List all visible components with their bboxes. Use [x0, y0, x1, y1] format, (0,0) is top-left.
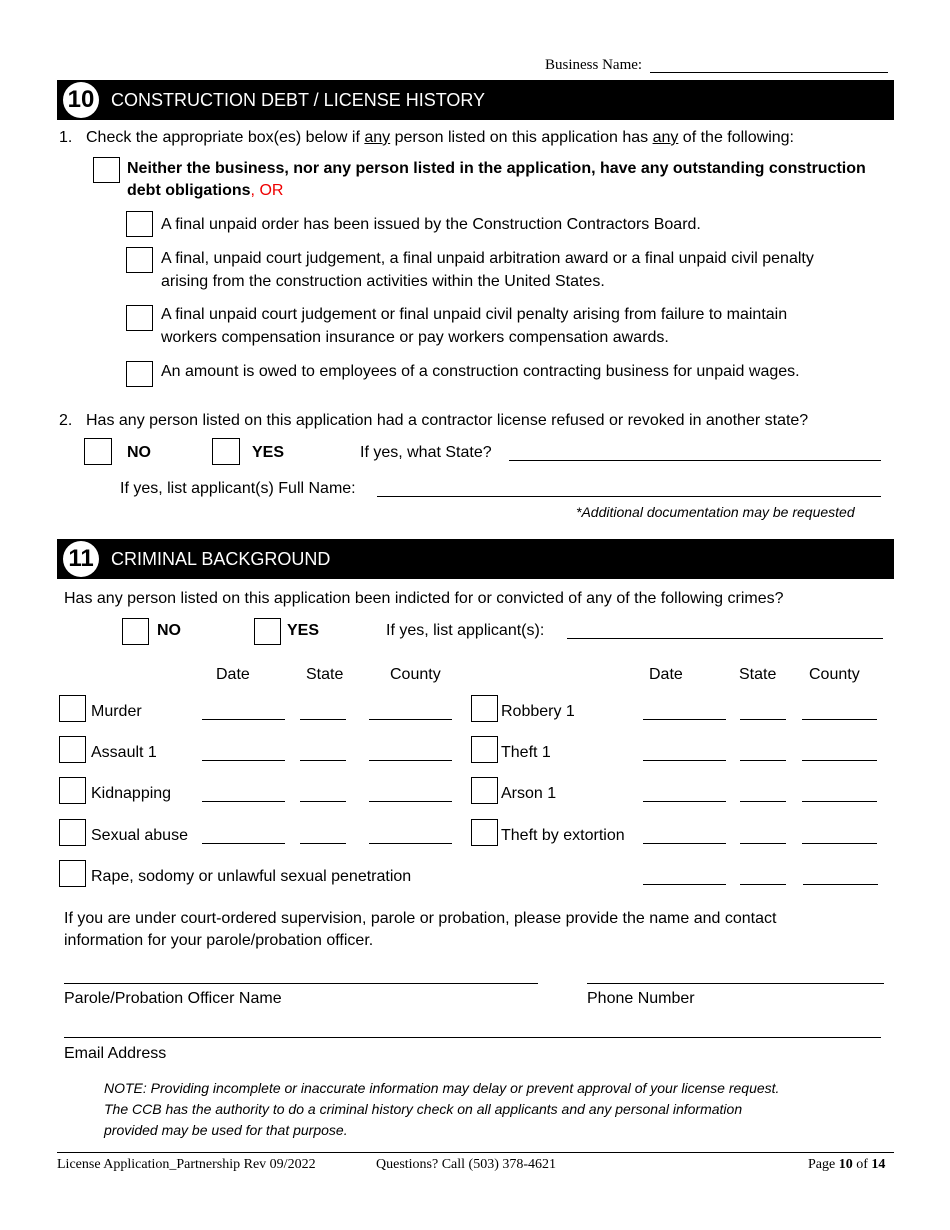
col-county-left: County [390, 666, 441, 683]
crimes-no-checkbox[interactable] [122, 618, 149, 645]
license-yes-checkbox[interactable] [212, 438, 240, 465]
officer-name-field[interactable] [64, 983, 538, 984]
col-state-right: State [739, 666, 777, 683]
date-field[interactable] [643, 760, 726, 761]
state-field[interactable] [740, 843, 786, 844]
email-label: Email Address [64, 1045, 167, 1062]
county-field[interactable] [802, 801, 877, 802]
footer-page-number: Page 10 of 14 [808, 1157, 886, 1172]
county-field[interactable] [369, 760, 452, 761]
section-number: 10 [63, 82, 99, 118]
note-line3: provided may be used for that purpose. [104, 1122, 348, 1138]
crime-checkbox-murder[interactable] [59, 695, 86, 722]
crimes-question: Has any person listed on this application been indicted for or convicted of any of the following crimes? [64, 590, 784, 607]
county-field[interactable] [803, 884, 878, 885]
section-number: 11 [63, 541, 99, 577]
date-field[interactable] [643, 719, 726, 720]
crime-checkbox-kidnapping[interactable] [59, 777, 86, 804]
crimes-yes-label: YES [287, 622, 320, 639]
col-county-right: County [809, 666, 860, 683]
section-11-header [57, 539, 894, 579]
date-field[interactable] [202, 760, 285, 761]
crime-label: Robbery 1 [501, 703, 575, 720]
phone-number-field[interactable] [587, 983, 884, 984]
col-date-left: Date [216, 666, 250, 683]
section-title: CRIMINAL BACKGROUND [111, 549, 331, 569]
question-2-number: 2. [59, 412, 73, 429]
license-no-checkbox[interactable] [84, 438, 112, 465]
crime-label: Assault 1 [91, 744, 157, 761]
state-field[interactable] [300, 760, 346, 761]
unpaid-order-checkbox[interactable] [126, 211, 153, 237]
workers-comp-line1: A final unpaid court judgement or final unpaid civil penalty arising from failure to maintain [161, 306, 788, 323]
supervision-text-line2: information for your parole/probation officer. [64, 932, 374, 949]
footer-form-id: License Application_Partnership Rev 09/2022 [57, 1157, 316, 1172]
state-field[interactable] [740, 760, 786, 761]
county-field[interactable] [802, 719, 877, 720]
neither-text-line2: debt obligations, OR [127, 182, 284, 199]
crime-label: Theft by extortion [501, 827, 625, 844]
county-field[interactable] [369, 719, 452, 720]
court-judgement-checkbox[interactable] [126, 247, 153, 273]
which-state-field[interactable] [509, 460, 881, 461]
crime-label: Arson 1 [501, 785, 557, 802]
crime-label: Rape, sodomy or unlawful sexual penetration [91, 868, 412, 885]
license-no-label: NO [127, 444, 151, 461]
list-applicants-field[interactable] [567, 638, 883, 639]
state-field[interactable] [740, 801, 786, 802]
crime-label: Murder [91, 703, 142, 720]
state-field[interactable] [740, 884, 786, 885]
crime-checkbox-robbery[interactable] [471, 695, 498, 722]
county-field[interactable] [369, 843, 452, 844]
crime-label: Kidnapping [91, 785, 172, 802]
license-yes-label: YES [252, 444, 285, 461]
workers-comp-checkbox[interactable] [126, 305, 153, 331]
date-field[interactable] [202, 719, 285, 720]
date-field[interactable] [643, 884, 726, 885]
county-field[interactable] [369, 801, 452, 802]
crime-checkbox-assault[interactable] [59, 736, 86, 763]
date-field[interactable] [643, 801, 726, 802]
note-line1: NOTE: Providing incomplete or inaccurate information may delay or prevent approval of your license request. [104, 1080, 780, 1096]
crime-label: Theft 1 [501, 744, 551, 761]
phone-number-label: Phone Number [587, 990, 695, 1007]
footer-divider [57, 1152, 894, 1153]
crimes-no-label: NO [157, 622, 181, 639]
business-name-field[interactable] [650, 72, 888, 73]
date-field[interactable] [202, 843, 285, 844]
state-field[interactable] [300, 719, 346, 720]
county-field[interactable] [802, 843, 877, 844]
neither-text-line1: Neither the business, nor any person listed in the application, have any outstanding construction [127, 160, 866, 177]
crime-checkbox-rape[interactable] [59, 860, 86, 887]
applicant-name-label: If yes, list applicant(s) Full Name: [120, 480, 356, 497]
unpaid-wages-text: An amount is owed to employees of a construction contracting business for unpaid wages. [161, 363, 800, 380]
crime-checkbox-theft-extortion[interactable] [471, 819, 498, 846]
question-2-text: Has any person listed on this application had a contractor license refused or revoked in another state? [86, 412, 809, 429]
state-field[interactable] [300, 801, 346, 802]
applicant-name-field[interactable] [377, 496, 881, 497]
crime-checkbox-theft[interactable] [471, 736, 498, 763]
court-judgement-line2: arising from the construction activities within the United States. [161, 273, 605, 290]
date-field[interactable] [643, 843, 726, 844]
workers-comp-line2: workers compensation insurance or pay workers compensation awards. [161, 329, 669, 346]
section-title: CONSTRUCTION DEBT / LICENSE HISTORY [111, 90, 486, 110]
business-name-label: Business Name: [545, 57, 643, 73]
col-state-left: State [306, 666, 344, 683]
court-judgement-line1: A final, unpaid court judgement, a final unpaid arbitration award or a final unpaid civil penalty [161, 250, 814, 267]
list-applicants-label: If yes, list applicant(s): [386, 622, 545, 639]
email-field[interactable] [64, 1037, 881, 1038]
supervision-text-line1: If you are under court-ordered supervision, parole or probation, please provide the name and contact [64, 910, 777, 927]
question-1-number: 1. [59, 129, 73, 146]
question-1-text: Check the appropriate box(es) below if any person listed on this application has any of the following: [86, 129, 794, 146]
date-field[interactable] [202, 801, 285, 802]
crime-checkbox-arson[interactable] [471, 777, 498, 804]
col-date-right: Date [649, 666, 683, 683]
unpaid-wages-checkbox[interactable] [126, 361, 153, 387]
neither-checkbox[interactable] [93, 157, 120, 183]
which-state-label: If yes, what State? [360, 444, 492, 461]
officer-name-label: Parole/Probation Officer Name [64, 990, 282, 1007]
note-line2: The CCB has the authority to do a criminal history check on all applicants and any personal information [104, 1101, 743, 1117]
state-field[interactable] [740, 719, 786, 720]
section-10-header [57, 80, 894, 120]
unpaid-order-text: A final unpaid order has been issued by the Construction Contractors Board. [161, 216, 701, 233]
state-field[interactable] [300, 843, 346, 844]
crimes-yes-checkbox[interactable] [254, 618, 281, 645]
crime-checkbox-sexual-abuse[interactable] [59, 819, 86, 846]
footer-questions: Questions? Call (503) 378-4621 [376, 1157, 557, 1172]
documentation-note: *Additional documentation may be requested [576, 504, 855, 520]
crime-label: Sexual abuse [91, 827, 188, 844]
county-field[interactable] [802, 760, 877, 761]
